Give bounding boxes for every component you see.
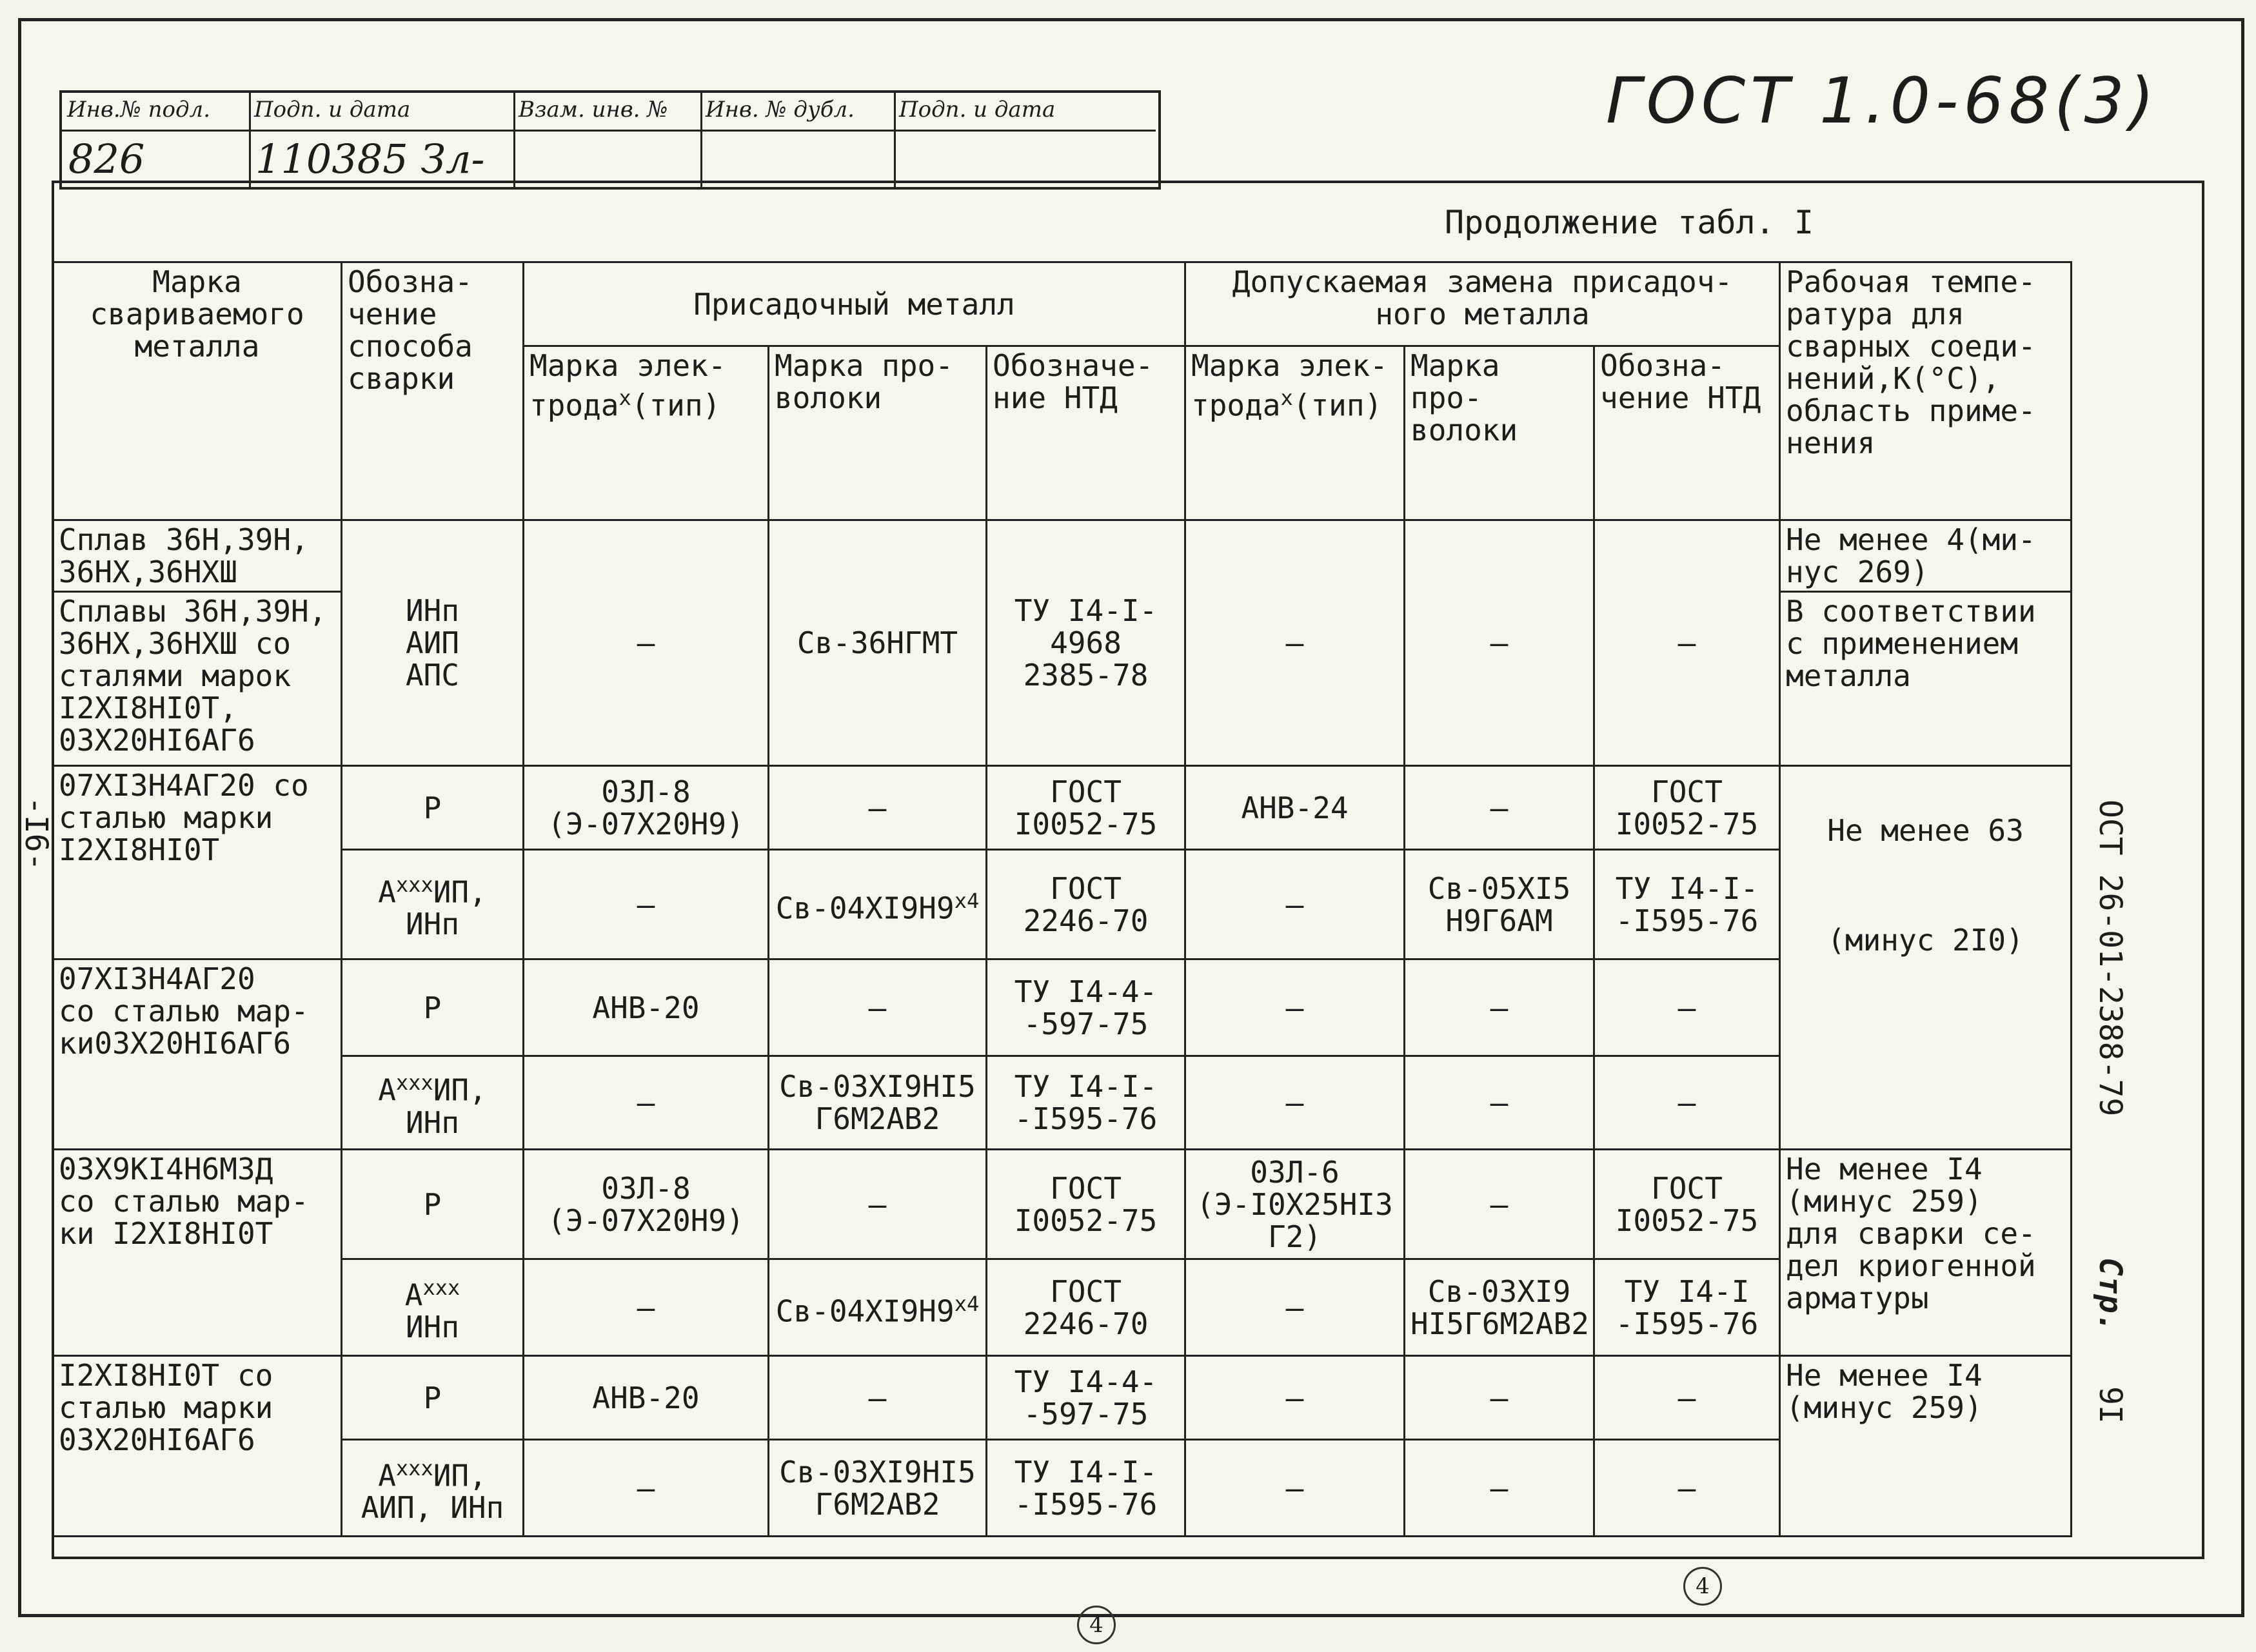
table-cell-electrode: 03Л-8 (Э-07X20H9) <box>524 1150 769 1259</box>
temp-line: Не менее 63 <box>1827 813 2024 848</box>
table-cell-wire: $Св-04XI9H9^{x4}$ <box>769 1259 987 1356</box>
table-cell-temp: Не менее I4 (минус 259) <box>1780 1356 2072 1537</box>
table-cell-ntd: ТУ I4-I- 4968 2385-78 <box>987 520 1185 766</box>
stamp-header: Подп. и дата <box>894 93 1156 132</box>
table-cell-sub-wire: Св-05XI5 H9Г6АМ <box>1405 850 1594 959</box>
table-cell-ntd: ТУ I4-I- -I595-76 <box>987 1056 1185 1150</box>
table-cell-sub-electrode: 03Л-6 (Э-I0X25HI3 Г2) <box>1185 1150 1405 1259</box>
table-cell-sub-ntd: – <box>1594 1440 1780 1537</box>
table-cell-sub-wire: – <box>1405 766 1594 850</box>
page-mark: 4 <box>1077 1606 1116 1644</box>
header-sub-ntd: Обозна- чение НТД <box>1594 346 1780 520</box>
table-cell-ntd: ГОСТ 2246-70 <box>987 850 1185 959</box>
table-cell-sub-ntd: ТУ I4-I -I595-76 <box>1594 1259 1780 1356</box>
stamp-header: Инв. № дубл. <box>700 93 894 132</box>
table-cell-ntd: ТУ I4-4- -597-75 <box>987 959 1185 1056</box>
table-cell-sub-electrode: – <box>1185 1056 1405 1150</box>
table-cell-wire: – <box>769 1150 987 1259</box>
table-cell-electrode: 03Л-8 (Э-07X20H9) <box>524 766 769 850</box>
table-cell-sub-wire: – <box>1405 959 1594 1056</box>
table-cell-wire: – <box>769 1356 987 1440</box>
table-cell-temp: Не менее I4 (минус 259) для сварки се- дел криогенной арматуры <box>1780 1150 2072 1356</box>
table-cell-grade: Сплав 36Н,39Н, 36НХ,36НХШ <box>53 520 342 592</box>
table-cell-grade: 03X9KI4H6M3Д со сталью мар- ки I2XI8HI0T <box>53 1150 342 1356</box>
stamp-header: Взам. инв. № <box>513 93 700 132</box>
stamp-cell-inv-podl <box>62 93 251 187</box>
header-sub-electrode: Марка элек- трода$^x$(тип) <box>1185 346 1405 520</box>
left-page-number: -I6- <box>18 796 54 871</box>
page-number: 9I <box>2092 1386 2128 1424</box>
table-cell-temp <box>1780 766 2072 1150</box>
table-cell-sub-wire: – <box>1405 1440 1594 1537</box>
table-cell-sub-electrode: – <box>1185 1356 1405 1440</box>
table-cell-sub-wire: – <box>1405 1356 1594 1440</box>
table-cell-electrode: – <box>524 1056 769 1150</box>
table-cell-sub-electrode: АНВ-24 <box>1185 766 1405 850</box>
table-cell-sub-electrode: – <box>1185 1440 1405 1537</box>
temp-line: (минус 2I0) <box>1827 923 2024 958</box>
header-method: Обозна- чение способа сварки <box>342 262 524 520</box>
table-cell-wire: – <box>769 959 987 1056</box>
header-electrode: Марка элек- трода$^x$(тип) <box>524 346 769 520</box>
table-cell-grade: 07XI3H4AГ20 со сталью мар- ки03X20HI6AГ6 <box>53 959 342 1150</box>
stamp-cell-vzam <box>513 93 702 187</box>
stamp-header: Инв.№ подл. <box>62 93 249 132</box>
table-cell-sub-ntd: – <box>1594 1056 1780 1150</box>
table-cell-grade: I2XI8HI0T со сталью марки 03X20HI6AГ6 <box>53 1356 342 1537</box>
table-cell-electrode: АНВ-20 <box>524 959 769 1056</box>
table-cell-ntd: ГОСТ I0052-75 <box>987 766 1185 850</box>
table-cell-wire: $Св-04XI9H9^{x4}$ <box>769 850 987 959</box>
table-cell-method: Р <box>342 1356 524 1440</box>
table-cell-temp: Не менее 4(ми- нус 269) <box>1780 520 2072 592</box>
stamp-header: Подп. и дата <box>249 93 513 132</box>
table-cell-wire: – <box>769 766 987 850</box>
header-ntd: Обозначе- ние НТД <box>987 346 1185 520</box>
header-grade: Марка свариваемого металла <box>53 262 342 520</box>
table-cell-sub-wire: – <box>1405 520 1594 766</box>
table-cell-method: $A^{xxx}ИП$, ИНп <box>342 850 524 959</box>
table-cell-wire: Св-03XI9HI5 Г6М2АВ2 <box>769 1056 987 1150</box>
table-cell-sub-ntd: – <box>1594 1356 1780 1440</box>
table-cell-temp: В соответствии с применением металла <box>1780 592 2072 766</box>
gost-code: ГОСТ 1.0-68(3) <box>1606 64 2159 138</box>
table-cell-method: $A^{xxx}ИП$, ИНп <box>342 1056 524 1150</box>
table-cell-method: Р <box>342 959 524 1056</box>
header-filler: Присадочный металл <box>524 262 1185 346</box>
table-cell-sub-electrode: – <box>1185 520 1405 766</box>
stamp-cell-podp2 <box>894 93 1156 187</box>
table-cell-ntd: ТУ I4-4- -597-75 <box>987 1356 1185 1440</box>
table-cell-sub-ntd: ГОСТ I0052-75 <box>1594 1150 1780 1259</box>
table-cell-electrode: – <box>524 1440 769 1537</box>
stamp-value: 110385 Зл- <box>255 135 485 182</box>
table-cell-sub-electrode: – <box>1185 850 1405 959</box>
table-cell-electrode: – <box>524 850 769 959</box>
table-cell-method: ИНп АИП АПС <box>342 520 524 766</box>
table-cell-sub-wire: – <box>1405 1056 1594 1150</box>
table-cell-method: Р <box>342 766 524 850</box>
welding-table <box>52 261 2072 1537</box>
table-cell-method: $A^{xxx}ИП$, АИП, ИНп <box>342 1440 524 1537</box>
page-mark: 4 <box>1683 1567 1722 1606</box>
table-cell-sub-wire: Св-03XI9 HI5Г6М2АВ2 <box>1405 1259 1594 1356</box>
table-cell-sub-ntd: ТУ I4-I- -I595-76 <box>1594 850 1780 959</box>
stamp-block <box>59 90 1161 190</box>
table-cell-wire: Св-03XI9HI5 Г6М2АВ2 <box>769 1440 987 1537</box>
table-cell-wire: Св-36НГМТ <box>769 520 987 766</box>
table-cell-electrode: – <box>524 520 769 766</box>
ost-designation: ОСТ 26-01-2388-79 <box>2092 800 2128 1117</box>
table-cell-ntd: ГОСТ I0052-75 <box>987 1150 1185 1259</box>
table-cell-grade: 07XI3H4AГ20 со сталью марки I2XI8HI0T <box>53 766 342 959</box>
header-temp: Рабочая темпе- ратура для сварных соеди- нений,К(°С), область приме- нения <box>1780 262 2072 520</box>
table-cell-grade: Сплавы 36Н,39Н, 36НХ,36НХШ со сталями марок I2XI8HI0T, 03X20HI6AГ6 <box>53 592 342 766</box>
table-cell-ntd: ТУ I4-I- -I595-76 <box>987 1440 1185 1537</box>
stamp-cell-dubl <box>700 93 896 187</box>
table-cell-method: Р <box>342 1150 524 1259</box>
table-cell-sub-electrode: – <box>1185 1259 1405 1356</box>
page-label: Стр. <box>2092 1257 2128 1332</box>
table-cell-ntd: ГОСТ 2246-70 <box>987 1259 1185 1356</box>
header-substitute: Допускаемая замена присадоч- ного металла <box>1185 262 1780 346</box>
table-cell-electrode: АНВ-20 <box>524 1356 769 1440</box>
continuation-label: Продолжение табл. I <box>1445 204 1814 241</box>
header-wire: Марка про- волоки <box>769 346 987 520</box>
table-cell-method: $A^{xxx}$ ИНп <box>342 1259 524 1356</box>
table-cell-sub-wire: – <box>1405 1150 1594 1259</box>
table-cell-sub-ntd: – <box>1594 959 1780 1056</box>
header-sub-wire: Марка про- волоки <box>1405 346 1594 520</box>
stamp-cell-podp <box>249 93 515 187</box>
stamp-value: 826 <box>68 135 145 182</box>
table-cell-electrode: – <box>524 1259 769 1356</box>
table-cell-sub-ntd: ГОСТ I0052-75 <box>1594 766 1780 850</box>
table-cell-sub-electrode: – <box>1185 959 1405 1056</box>
table-cell-sub-ntd: – <box>1594 520 1780 766</box>
